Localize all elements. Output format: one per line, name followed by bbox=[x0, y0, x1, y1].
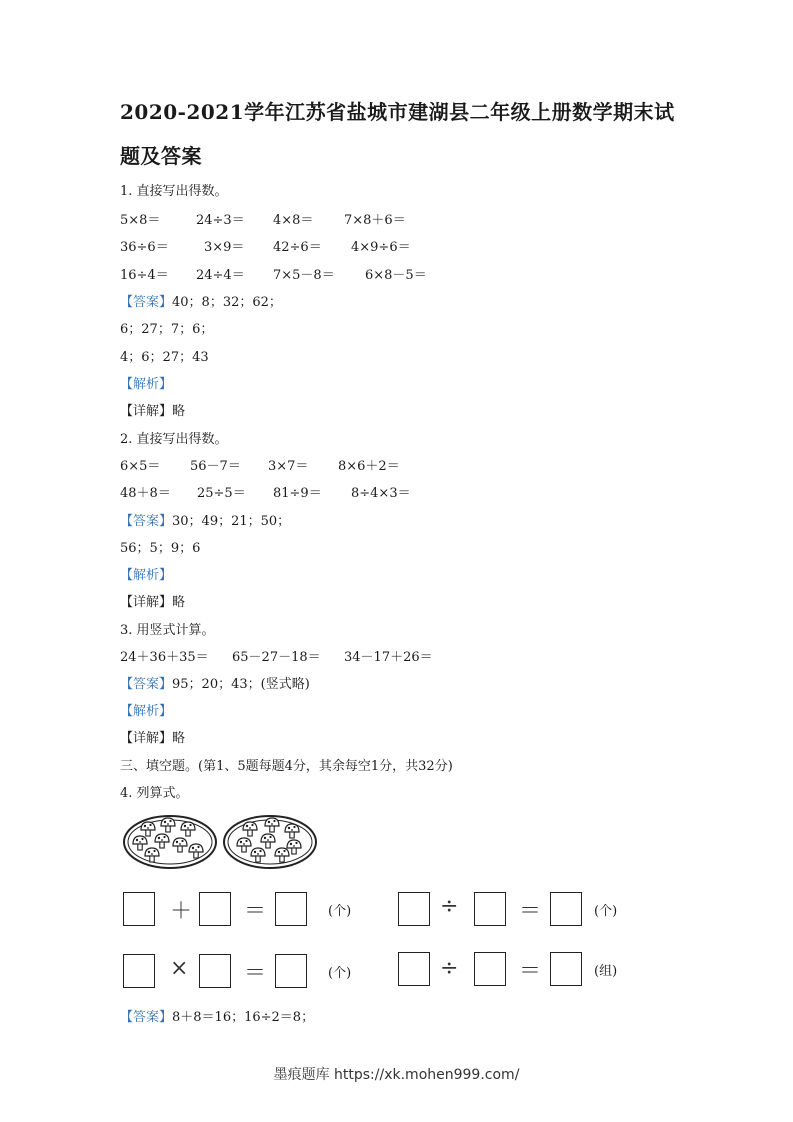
footer-watermark: 墨痕题库 https://xk.mohen999.com/ bbox=[273, 1067, 520, 1083]
q1-heading: 1. 直接写出得数。 bbox=[120, 184, 228, 199]
mushroom-icon bbox=[237, 818, 301, 862]
q3-answer-text: 95；20；43；(竖式略) bbox=[172, 677, 310, 692]
answer-box[interactable] bbox=[474, 892, 506, 926]
q1-analysis-label: 【解析】 bbox=[120, 377, 173, 392]
q1-r1-c1: 5×8＝ bbox=[120, 213, 161, 228]
q1-r3-c2: 24÷4＝ bbox=[196, 268, 245, 283]
answer-box[interactable] bbox=[123, 954, 155, 988]
q1-r2-c2: 3×9＝ bbox=[204, 240, 245, 255]
detail-text: 略 bbox=[172, 404, 186, 419]
q2-r1-c1: 6×5＝ bbox=[120, 459, 161, 474]
q1-r2-c3: 42÷6＝ bbox=[273, 240, 322, 255]
q4-heading: 4. 列算式。 bbox=[120, 786, 189, 801]
mushroom-icon bbox=[133, 818, 203, 862]
detail-label: 【详解】 bbox=[120, 404, 173, 419]
q3-detail bbox=[120, 727, 185, 746]
equals-sign: ＝ bbox=[519, 959, 542, 984]
unit-label: (个) bbox=[594, 904, 618, 919]
q2-r2-c2: 25÷5＝ bbox=[197, 486, 246, 501]
plus-sign: ＋ bbox=[170, 899, 193, 924]
q3-heading: 3. 用竖式计算。 bbox=[120, 623, 215, 638]
detail-text: 略 bbox=[172, 731, 186, 746]
q4-answer-text: 8＋8＝16；16÷2＝8； bbox=[172, 1010, 315, 1025]
q1-r1-c3: 4×8＝ bbox=[273, 213, 314, 228]
q1-r1-c2: 24÷3＝ bbox=[196, 213, 245, 228]
detail-label: 【详解】 bbox=[120, 731, 173, 746]
q3-r1-c1: 24＋36＋35＝ bbox=[120, 650, 209, 665]
times-sign: × bbox=[170, 956, 189, 981]
answer-box[interactable] bbox=[550, 892, 582, 926]
q1-answer-line2: 6；27；7；6； bbox=[120, 322, 214, 337]
q2-r2-c3: 81÷9＝ bbox=[273, 486, 322, 501]
q2-r2-c4: 8÷4×3＝ bbox=[351, 486, 411, 501]
answer-label: 【答案】 bbox=[120, 295, 173, 310]
mushroom-plates-illustration bbox=[118, 810, 328, 874]
q2-answer-text: 30；49；21；50； bbox=[172, 514, 291, 529]
q4-answer bbox=[120, 1006, 314, 1025]
unit-label: (组) bbox=[594, 964, 618, 979]
answer-box[interactable] bbox=[550, 952, 582, 986]
q1-r1-c4: 7×8＋6＝ bbox=[344, 213, 406, 228]
answer-box[interactable] bbox=[474, 952, 506, 986]
q1-r3-c4: 6×8－5＝ bbox=[365, 268, 427, 283]
equals-sign: ＝ bbox=[244, 961, 267, 986]
equals-sign: ＝ bbox=[519, 899, 542, 924]
detail-text: 略 bbox=[172, 595, 186, 610]
divide-sign: ÷ bbox=[440, 894, 459, 919]
q2-heading: 2. 直接写出得数。 bbox=[120, 432, 228, 447]
answer-box[interactable] bbox=[123, 892, 155, 926]
answer-box[interactable] bbox=[275, 954, 307, 988]
answer-box[interactable] bbox=[275, 892, 307, 926]
q1-answer bbox=[120, 291, 282, 310]
q2-answer bbox=[120, 510, 290, 529]
divide-sign: ÷ bbox=[440, 956, 459, 981]
q2-detail bbox=[120, 591, 185, 610]
q3-r1-c3: 34－17＋26＝ bbox=[344, 650, 433, 665]
q1-r3-c1: 16÷4＝ bbox=[120, 268, 169, 283]
q1-answer-text: 40；8；32；62； bbox=[172, 295, 282, 310]
answer-box[interactable] bbox=[398, 952, 430, 986]
q1-answer-line3: 4；6；27；43 bbox=[120, 350, 209, 365]
q2-r2-c1: 48＋8＝ bbox=[120, 486, 171, 501]
answer-label: 【答案】 bbox=[120, 514, 173, 529]
q3-r1-c2: 65－27－18＝ bbox=[232, 650, 321, 665]
q3-answer bbox=[120, 673, 310, 692]
unit-label: (个) bbox=[328, 904, 352, 919]
document-title-cont: 题及答案 bbox=[120, 144, 202, 168]
q2-r1-c3: 3×7＝ bbox=[268, 459, 309, 474]
detail-label: 【详解】 bbox=[120, 595, 173, 610]
q1-r2-c4: 4×9÷6＝ bbox=[351, 240, 411, 255]
q1-r2-c1: 36÷6＝ bbox=[120, 240, 169, 255]
q1-r3-c3: 7×5－8＝ bbox=[273, 268, 335, 283]
answer-label: 【答案】 bbox=[120, 1010, 173, 1025]
q1-detail bbox=[120, 400, 185, 419]
q2-r1-c2: 56－7＝ bbox=[190, 459, 241, 474]
answer-box[interactable] bbox=[398, 892, 430, 926]
unit-label: (个) bbox=[328, 966, 352, 981]
q2-answer-line2: 56；5；9；6 bbox=[120, 541, 201, 556]
answer-label: 【答案】 bbox=[120, 677, 173, 692]
q2-r1-c4: 8×6＋2＝ bbox=[338, 459, 400, 474]
q3-analysis-label: 【解析】 bbox=[120, 704, 173, 719]
document-title: 2020-2021学年江苏省盐城市建湖县二年级上册数学期末试 bbox=[120, 100, 675, 124]
answer-box[interactable] bbox=[199, 892, 231, 926]
section-heading: 三、填空题。(第1、5题每题4分，其余每空1分，共32分) bbox=[120, 759, 453, 774]
answer-box[interactable] bbox=[199, 954, 231, 988]
q2-analysis-label: 【解析】 bbox=[120, 568, 173, 583]
equals-sign: ＝ bbox=[244, 899, 267, 924]
